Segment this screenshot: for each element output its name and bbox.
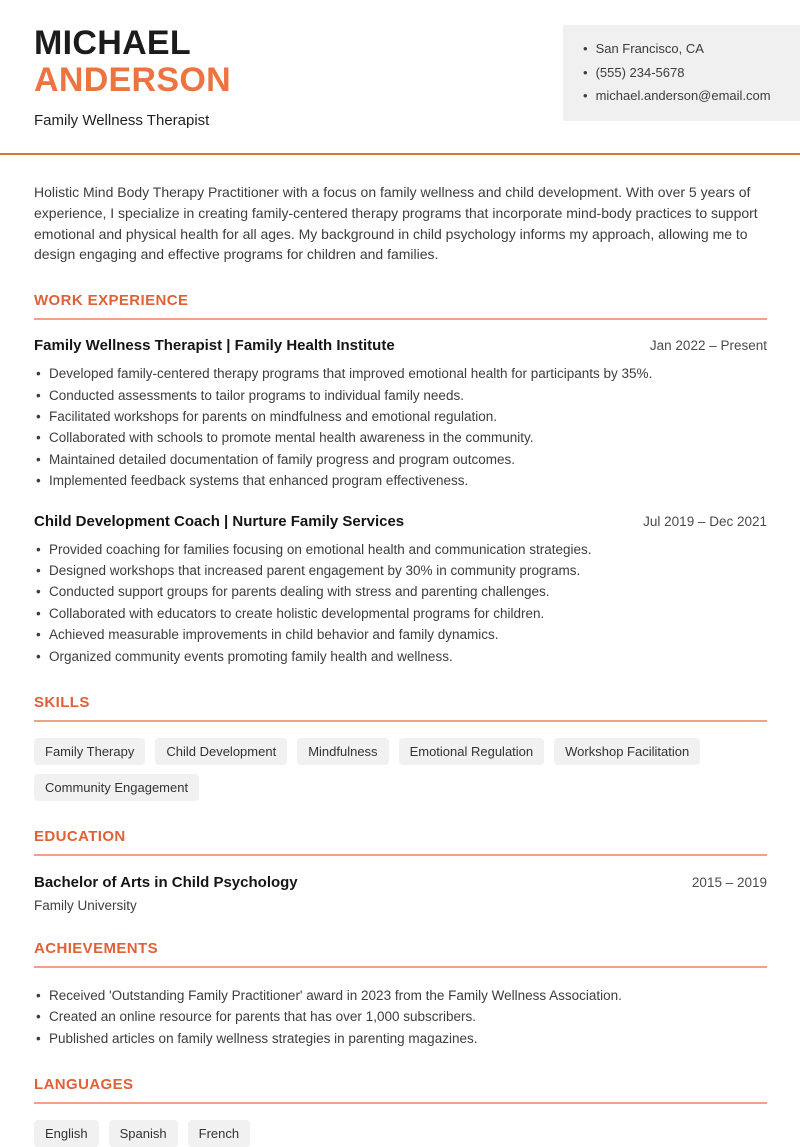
skill-tag: Family Therapy	[34, 738, 145, 765]
bullet-item: • Collaborated with educators to create holistic developmental programs for children.	[34, 603, 767, 624]
work-section-rule	[34, 318, 767, 320]
job-dates: Jan 2022 – Present	[649, 338, 767, 354]
resume-body	[0, 182, 800, 1147]
first-name: MICHAEL	[34, 24, 191, 62]
bullet-item: • Achieved measurable improvements in child behavior and family dynamics.	[34, 624, 767, 645]
header-identity	[34, 25, 231, 129]
job-dates: Jul 2019 – Dec 2021	[643, 513, 767, 529]
degree-name: Bachelor of Arts in Child Psychology	[34, 874, 298, 892]
languages-section-rule	[34, 1102, 767, 1104]
work-section-heading: WORK EXPERIENCE	[34, 292, 189, 310]
contact-location: • San Francisco, CA	[583, 37, 780, 61]
header-divider	[0, 153, 800, 155]
skills-section-rule	[34, 720, 767, 722]
contact-email: • michael.anderson@email.com	[583, 84, 780, 108]
languages-section-heading: LANGUAGES	[34, 1076, 134, 1094]
language-tag: English	[34, 1120, 99, 1147]
bullet-item: • Received 'Outstanding Family Practitioner' award in 2023 from the Family Wellness Association.	[34, 985, 767, 1006]
section-education	[34, 828, 767, 913]
achievements-section-heading: ACHIEVEMENTS	[34, 940, 158, 958]
skill-tag: Workshop Facilitation	[554, 738, 700, 765]
education-section-rule	[34, 854, 767, 856]
bullet-item: • Organized community events promoting family health and wellness.	[34, 646, 767, 667]
job-bullet-list	[34, 363, 767, 491]
achievements-bullet-list	[34, 985, 767, 1049]
skills-tag-list	[34, 738, 767, 801]
skill-tag: Community Engagement	[34, 774, 199, 801]
bullet-item: • Maintained detailed documentation of family progress and program outcomes.	[34, 449, 767, 470]
last-name: ANDERSON	[34, 61, 231, 99]
bullet-item: • Implemented feedback systems that enhanced program effectiveness.	[34, 470, 767, 491]
languages-tag-list	[34, 1120, 767, 1147]
bullet-item: • Facilitated workshops for parents on mindfulness and emotional regulation.	[34, 406, 767, 427]
bullet-item: • Collaborated with schools to promote mental health awareness in the community.	[34, 427, 767, 448]
job-head	[34, 513, 767, 530]
job-title: Family Wellness Therapist | Family Health Institute	[34, 337, 395, 355]
school-name: Family University	[34, 898, 137, 914]
contact-list	[583, 37, 780, 108]
bullet-item: • Designed workshops that increased parent engagement by 30% in community programs.	[34, 560, 767, 581]
education-section-heading: EDUCATION	[34, 828, 126, 846]
bullet-item: • Developed family-centered therapy programs that improved emotional health for participants by 35%.	[34, 363, 767, 384]
skill-tag: Emotional Regulation	[399, 738, 545, 765]
education-entry	[34, 874, 767, 891]
bullet-item: • Published articles on family wellness strategies in parenting magazines.	[34, 1028, 767, 1049]
contact-phone: • (555) 234-5678	[583, 61, 780, 85]
section-achievements	[34, 940, 767, 1049]
summary-text: Holistic Mind Body Therapy Practitioner with a focus on family wellness and child development. With over 5 years of experience, I specialize in creating family-centered therapy programs that incorporate mind-body practices to support emotional and physical health for all ages. My background in child psychology informs my approach, allowing me to design engaging and effective programs for children and families.	[34, 184, 758, 263]
language-tag: Spanish	[109, 1120, 178, 1147]
header	[0, 0, 800, 129]
achievements-section-rule	[34, 966, 767, 968]
bullet-item: • Created an online resource for parents that has over 1,000 subscribers.	[34, 1006, 767, 1027]
job-entry-2	[34, 513, 767, 667]
job-title: Child Development Coach | Nurture Family Services	[34, 512, 405, 530]
job-entry-1	[34, 337, 767, 491]
bullet-item: • Provided coaching for families focusing on emotional health and communication strategies.	[34, 539, 767, 560]
section-languages	[34, 1076, 767, 1147]
job-head	[34, 337, 767, 354]
bullet-item: • Conducted support groups for parents dealing with stress and parenting challenges.	[34, 581, 767, 602]
bullet-item: • Conducted assessments to tailor programs to individual family needs.	[34, 385, 767, 406]
job-bullet-list	[34, 539, 767, 667]
language-tag: French	[188, 1120, 250, 1147]
skill-tag: Child Development	[155, 738, 287, 765]
skills-section-heading: SKILLS	[34, 694, 90, 712]
section-work-experience	[34, 292, 767, 667]
job-title-subtitle: Family Wellness Therapist	[34, 112, 210, 129]
contact-card	[563, 25, 800, 121]
section-skills	[34, 694, 767, 801]
skill-tag: Mindfulness	[297, 738, 388, 765]
education-dates: 2015 – 2019	[691, 875, 767, 891]
